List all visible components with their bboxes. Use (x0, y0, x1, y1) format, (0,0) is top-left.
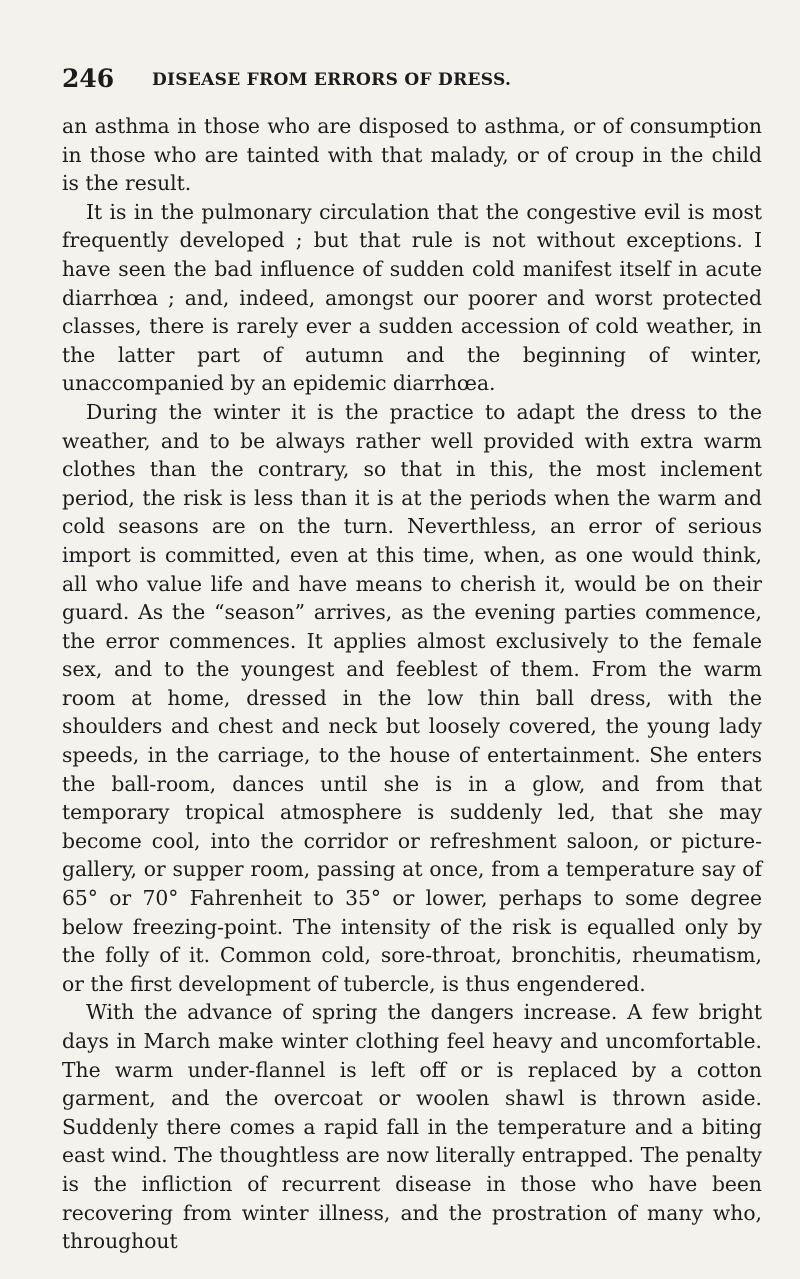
page-header (62, 64, 742, 104)
paragraph: During the winter it is the practice to adapt the dress to the weather, and to be always rather well provided with extra warm clothes than the contrary, so that in this, the most inclement period, the risk is less than it is at the periods when the warm and cold seasons are on the turn. Neverthless, an error of serious import is committed, even at this time, when, as one would think, all who value life and have means to cherish it, would be on their guard. As the “season” arrives, as the evening parties commence, the error commences. It applies almost exclusively to the female sex, and to the youngest and feeblest of them. From the warm room at home, dressed in the low thin ball dress, with the shoulders and chest and neck but loosely covered, the young lady speeds, in the carriage, to the house of entertainment. She enters the ball-room, dances until she is in a glow, and from that temporary tropical atmosphere is suddenly led, that she may become cool, into the corridor or refreshment saloon, or picture-gallery, or supper room, passing at once, from a temperature say of 65° or 70° Fahrenheit to 35° or lower, perhaps to some degree below freezing-point. The intensity of the risk is equalled only by the folly of it. Common cold, sore-throat, bronchitis, rheumatism, or the first development of tubercle, is thus engendered. (62, 399, 762, 996)
body-text (62, 112, 762, 1256)
page-number: 246 (62, 64, 115, 93)
paragraph-continuation: an asthma in those who are disposed to asthma, or of consumption in those who are tainted with that malady, or of croup in the child is the result. (62, 114, 762, 196)
running-title: DISEASE FROM ERRORS OF DRESS. (152, 70, 512, 90)
paragraph: With the advance of spring the dangers increase. A few bright days in March make winter clothing feel heavy and uncomfortable. The warm under-flannel is left off or is replaced by a cotton garment, and the overcoat or woolen shawl is thrown aside. Suddenly there comes a rapid fall in the temperature and a biting east wind. The thoughtless are now literally entrapped. The penalty is the infliction of recurrent disease in those who have been recovering from winter illness, and the prostration of many who, throughout (62, 1000, 762, 1254)
paragraph: It is in the pulmonary circulation that the congestive evil is most frequently developed ; but that rule is not without exceptions. I have seen the bad influence of sudden cold manifest itself in acute diarrhœa ; and, indeed, amongst our poorer and worst protected classes, there is rarely ever a sudden accession of cold weather, in the latter part of autumn and the beginning of winter, unaccompanied by an epidemic diarrhœa. (62, 199, 762, 396)
